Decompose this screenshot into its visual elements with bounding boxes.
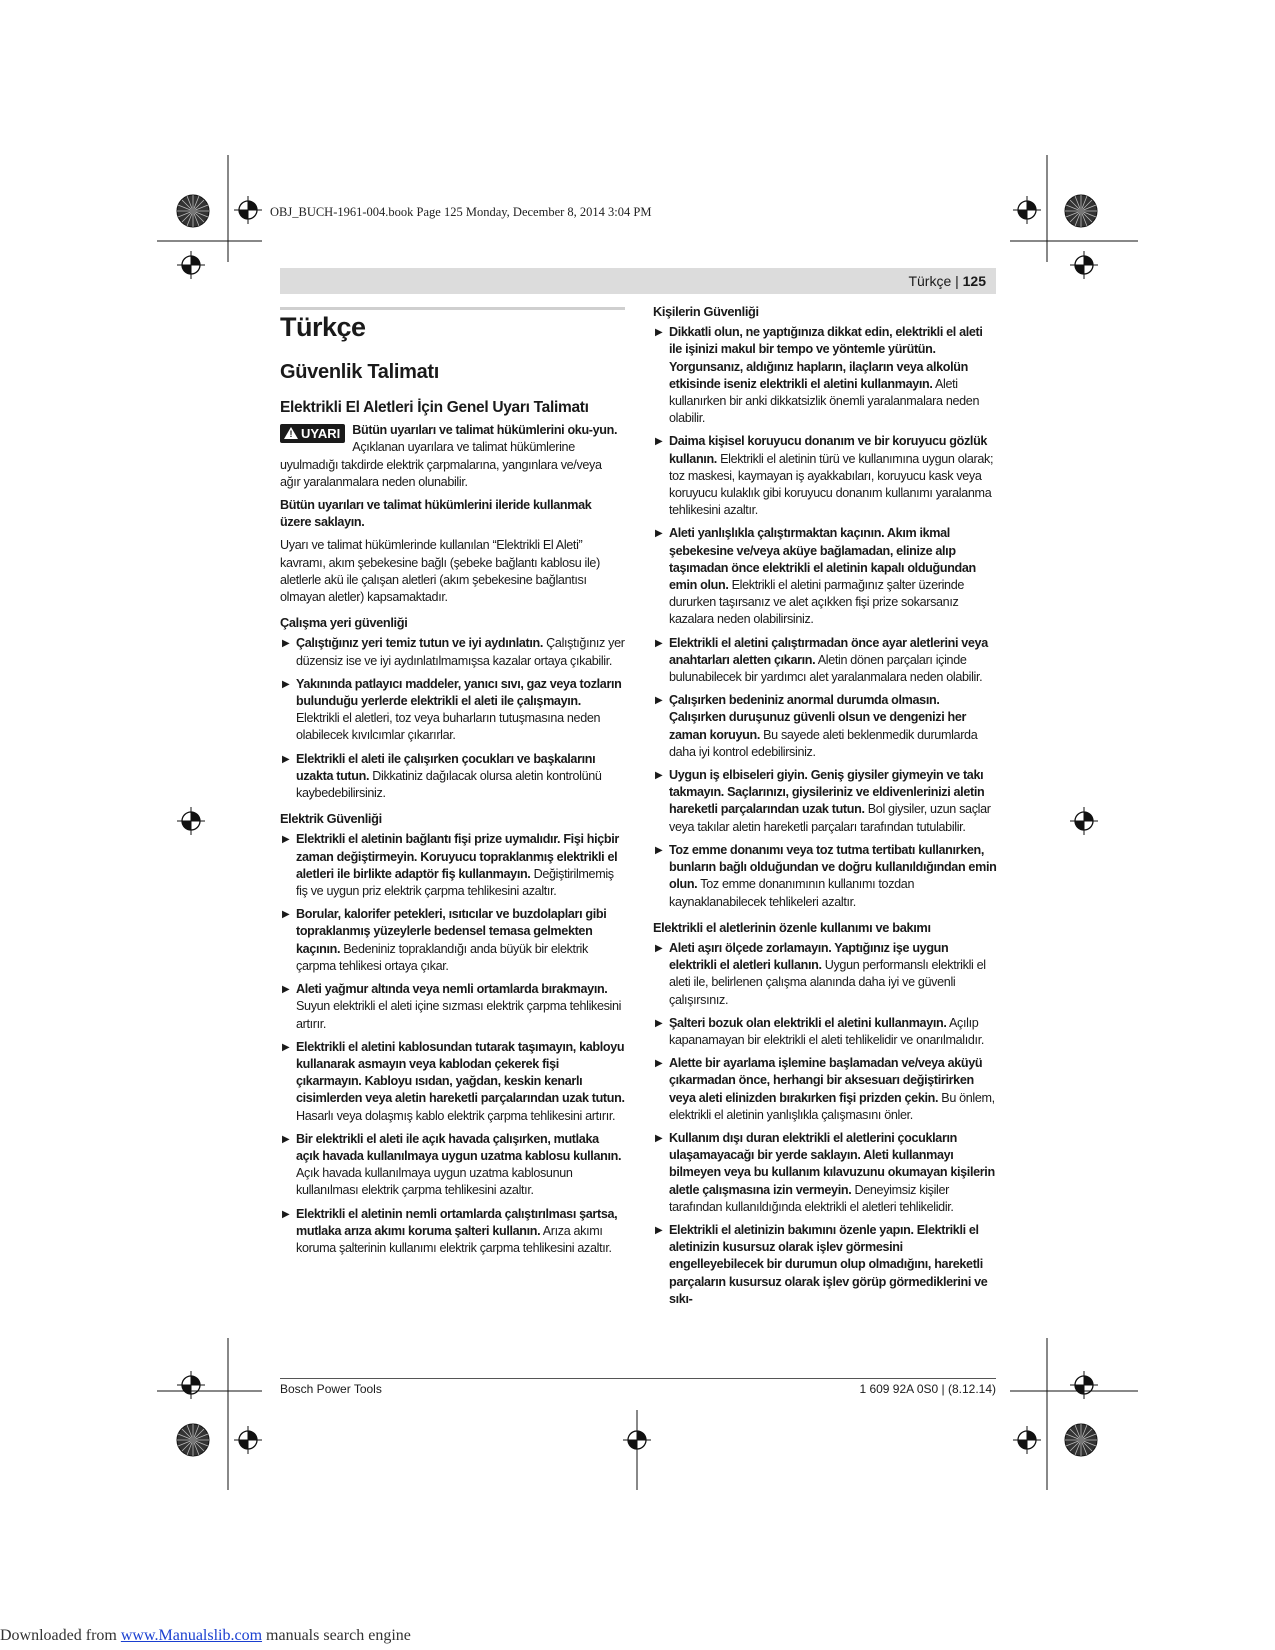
item-bold: Elektrikli el aletinin bağlantı fişi prize uymalıdır. Fişi hiçbir zaman değiştirmeyin. Koruyucu topraklanmış elektrikli el aletleri ile birlikte adaptör fiş kullanmayın. — [296, 832, 619, 881]
bullet-arrow-icon: ▶ — [282, 1133, 290, 1145]
bullet-arrow-icon: ▶ — [655, 436, 663, 448]
manualslib-link[interactable]: www.Manualslib.com — [120, 1627, 263, 1644]
item-text: Toz emme donanımının kullanımı tozdan kaynaklanabilecek tehlikeleri azaltır. — [669, 877, 915, 909]
list-item — [280, 981, 625, 1033]
item-bold: Şalteri bozuk olan elektrikli el aletini kullanmayın. — [669, 1015, 947, 1030]
item-text: Açık havada kullanılmaya uygun uzatma kablosunun kullanılması elektrik çarpma tehlikesini azaltır. — [296, 1166, 573, 1198]
item-bold: Yakınında patlayıcı maddeler, yanıcı sıvı, gaz veya tozların bulunduğu yerlerde elektrikli el aleti ile çalışmayın. — [296, 676, 622, 709]
warning-bold: Bütün uyarıları ve talimat hükümlerini oku-yun. — [352, 423, 618, 438]
bullet-arrow-icon: ▶ — [655, 637, 663, 649]
bullet-arrow-icon: ▶ — [655, 770, 663, 782]
item-bold: Kullanım dışı duran elektrikli el aletlerini çocukların ulaşamayacağı bir yerde saklayın. Aleti kullanmayı bilmeyen veya bu kullanım kılavuzunu okumayan kişilerin aletle çalışmasına izin vermeyin. — [669, 1130, 995, 1197]
list-item — [653, 767, 998, 836]
page-title: Türkçe — [280, 312, 366, 342]
item-bold: Alette bir ayarlama işlemine başlamadan ve/veya aküyü çıkarmadan önce, herhangi bir aksesuarı değiştirirken veya aleti elinizden bırakırken fişi prizden çekin. — [669, 1056, 983, 1105]
bullet-arrow-icon: ▶ — [655, 528, 663, 540]
electrical-list — [280, 831, 625, 1257]
item-text: Uygun performanslı elektrikli el aleti ile, belirlenen çalışma alanında daha iyi ve güvenli çalışırsınız. — [669, 958, 986, 1007]
work-area-list — [280, 635, 625, 802]
bullet-arrow-icon: ▶ — [655, 1058, 663, 1070]
list-item — [280, 1206, 625, 1258]
item-bold: Aleti yanlışlıkla çalıştırmaktan kaçının. Akım ikmal şebekesine ve/veya aküye bağlamadan, elinize alıp taşımadan önce elektrikli el aletinin kapalı olduğundan emin olun. — [669, 526, 976, 593]
item-text: Elektrikli el aletinin türü ve kullanımına uygun olarak; toz maskesi, kaymayan iş ayakkabıları, koruyucu kask veya koruyucu kulaklık gibi koruyucu donanım kullanımı yaralanma tehlikesini azaltır. — [669, 451, 994, 518]
list-item — [280, 635, 625, 669]
care-heading: Elektrikli el aletlerinin özenle kullanımı ve bakımı — [653, 919, 931, 935]
download-line — [0, 1627, 411, 1645]
item-text: Bedeniniz topraklandığı anda büyük bir elektrik çarpma tehlikesi ortaya çıkar. — [296, 941, 588, 973]
bullet-arrow-icon: ▶ — [655, 844, 663, 856]
item-text: Dikkatiniz dağılacak olursa aletin kontrolünü kaybedebilirsiniz. — [296, 768, 602, 801]
personal-list — [653, 324, 998, 911]
item-bold: Elektrikli el aleti ile çalışırken çocukları ve başkalarını uzakta tutun. — [296, 751, 596, 783]
item-text: Aleti kullanırken bir anki dikkatsizlik önemli yaralanmalara neden olabilir. — [669, 376, 980, 426]
bullet-arrow-icon: ▶ — [655, 1017, 663, 1029]
list-item — [280, 676, 625, 745]
care-list — [653, 940, 998, 1308]
list-item — [653, 525, 998, 628]
list-item — [653, 1222, 998, 1308]
page-header-label — [908, 273, 986, 289]
list-item — [653, 692, 998, 761]
item-text: Çalıştığınız yer düzensiz ise ve iyi aydınlatılmamışsa kazalar ortaya çıkabilir. — [296, 636, 625, 668]
download-suffix: manuals search engine — [262, 1627, 411, 1644]
list-item — [653, 324, 998, 427]
list-item — [280, 831, 625, 900]
item-bold: Daima kişisel koruyucu donanım ve bir koruyucu gözlük kullanın. — [669, 434, 988, 466]
page-number: 125 — [962, 273, 986, 289]
footer-brand: Bosch Power Tools — [280, 1382, 382, 1396]
item-bold: Elektrikli el aletini çalıştırmadan önce ayar aletlerini veya anahtarları aletten çıkarın. — [669, 635, 988, 667]
footer-docnumber: 1 609 92A 0S0 | (8.12.14) — [859, 1382, 996, 1396]
bullet-arrow-icon: ▶ — [282, 984, 290, 996]
personal-heading: Kişilerin Güvenliği — [653, 304, 759, 319]
right-column — [653, 303, 998, 1314]
list-item — [280, 751, 625, 803]
item-text: Elektrikli el aletini parmağınız şalter üzerinde dururken taşırsanız ve alet açıkken fişi prize sokarsanız kazalara neden olabilirsiniz. — [669, 578, 965, 627]
item-bold: Elektrikli el aletini kablosundan tutarak taşımayın, kabloyu kullanarak asmayın veya kablodan çekerek fişi çıkarmayın. Kabloyu ısıdan, yağdan, keskin kenarlı cisimlerden veya aletin hareketli parçalarından uzak tutun. — [296, 1039, 625, 1106]
item-bold: Toz emme donanımı veya toz tutma tertibatı kullanırken, bunların bağlı olduğundan ve doğru kullanıldığından emin olun. — [669, 842, 997, 892]
item-text: Hasarlı veya dolaşmış kablo elektrik çarpma tehlikesini artırır. — [296, 1108, 616, 1123]
bullet-arrow-icon: ▶ — [282, 678, 290, 690]
item-bold: Aleti aşırı ölçede zorlamayın. Yaptığınız işe uygun elektrikli el aletleri kullanın. — [669, 940, 949, 973]
list-item — [653, 940, 998, 1009]
item-text: Deneyimsiz kişiler tarafından kullanıldığında elektrikli el aletleri tehlikelidir. — [669, 1182, 954, 1214]
page-header-bar — [280, 268, 996, 294]
bullet-arrow-icon: ▶ — [282, 909, 290, 921]
item-text: Arıza akımı koruma şalterinin kullanımı elektrik çarpma tehlikesini azaltır. — [296, 1223, 612, 1255]
list-item — [653, 1130, 998, 1216]
item-bold: Bir elektrikli el aleti ile açık havada çalışırken, mutlaka açık havada kullanılmaya uygun uzatma kablosu kullanın. — [296, 1131, 622, 1163]
item-bold: Elektrikli el aletinin nemli ortamlarda çalıştırılması şartsa, mutlaka arıza akımı koruma şalteri kullanın. — [296, 1206, 618, 1238]
definition-text: Uyarı ve talimat hükümlerinde kullanılan “Elektrikli El Aleti” kavramı, akım şebekesine bağlı (şebeke bağlantı kablosu ile) aletlerle akü ile çalışan aletleri (akım şebekesine bağlantısı olmayan aletler) kapsamaktadır. — [280, 538, 600, 605]
list-item — [280, 906, 625, 975]
item-bold: Çalıştığınız yeri temiz tutun ve iyi aydınlatın. — [296, 636, 544, 651]
list-item — [653, 1015, 998, 1049]
item-bold: Borular, kalorifer petekleri, ısıtıcılar ve buzdolapları gibi topraklanmış yüzeylerle bedensel temasa gelmekten kaçının. — [296, 907, 607, 956]
bullet-arrow-icon: ▶ — [655, 695, 663, 707]
section-title: Güvenlik Talimatı — [280, 361, 440, 383]
left-column — [280, 399, 625, 1263]
item-bold: Aleti yağmur altında veya nemli ortamlarda bırakmayın. — [296, 982, 608, 997]
item-text: Değiştirilmemiş fiş ve uygun priz elektrik çarpma tehlikesini azaltır. — [296, 866, 614, 899]
item-text: Bol giysiler, uzun saçlar veya takılar aletin hareketli parçaları tarafından tutulabilir. — [669, 802, 991, 834]
item-text: Aletin dönen parçaları içinde bulunabilecek bir yardımcı alet yaralanmalara neden olabilir. — [669, 652, 983, 685]
item-text: Elektrikli el aletleri, toz veya buharların tutuşmasına neden olabilecek kıvılcımlar çıkarırlar. — [296, 711, 601, 743]
item-bold: Uygun iş elbiseleri giyin. Geniş giysiler giymeyin ve takı takmayın. Saçlarınızı, giysileriniz ve eldivenlerinizi aletin hareketli parçalarından uzak tutun. — [669, 768, 985, 817]
book-info-line: OBJ_BUCH-1961-004.book Page 125 Monday, December 8, 2014 3:04 PM — [270, 205, 652, 219]
bullet-arrow-icon: ▶ — [282, 834, 290, 846]
list-item — [280, 1131, 625, 1200]
keep-instructions: Bütün uyarıları ve talimat hükümlerini ileride kullanmak üzere saklayın. — [280, 498, 592, 530]
item-bold: Çalışırken bedeniniz anormal durumda olmasın. Çalışırken duruşunuz güvenli olsun ve dengenizi her zaman koruyun. — [669, 693, 967, 742]
list-item — [653, 1055, 998, 1124]
warning-badge — [280, 424, 345, 443]
item-bold: Elektrikli el aletinizin bakımını özenle yapın. Elektrikli el aletinizin kusursuz olarak işlev görmesini engelleyebilecek bir durumun olup olmadığını, hareketli parçaların kusursuz olarak işlev görüp görmediklerini ve sıkı- — [669, 1222, 988, 1306]
bullet-arrow-icon: ▶ — [282, 1208, 290, 1220]
section-name: Türkçe | — [908, 273, 959, 289]
title-rule — [280, 307, 625, 310]
list-item — [653, 433, 998, 519]
electrical-heading: Elektrik Güvenliği — [280, 811, 382, 827]
item-text: Açılıp kapanamayan bir elektrikli el aleti tehlikelidir ve onarılmalıdır. — [669, 1015, 984, 1047]
item-bold: Dikkatli olun, ne yaptığınıza dikkat edin, elektrikli el aleti ile işinizi makul bir tempo ve yöntemle yürütün. Yorgunsanız, aldığınız hapların, ilaçların veya alkolün etkisinde iseniz elektrikli el aletini kullanmayın. — [669, 325, 983, 391]
general-heading: Elektrikli El Aletleri İçin Genel Uyarı Talimatı — [280, 399, 589, 416]
list-item — [653, 842, 998, 911]
warning-triangle-icon: ! — [284, 427, 298, 439]
warning-text: Açıklanan uyarılara ve talimat hükümlerine uyulmadığı takdirde elektrik çarpmalarına, yangınlara ve/veya ağır yaralanmalara neden olunabilir. — [280, 440, 602, 489]
bullet-arrow-icon: ▶ — [655, 1224, 663, 1236]
footer-rule — [280, 1378, 996, 1379]
item-text: Bu sayede aleti beklenmedik durumlarda daha iyi kontrol edebilirsiniz. — [669, 727, 978, 759]
warning-paragraph — [280, 422, 625, 491]
work-area-heading: Çalışma yeri güvenliği — [280, 615, 408, 631]
item-text: Suyun elektrikli el aleti içine sızması elektrik çarpma tehlikesini artırır. — [296, 999, 622, 1031]
bullet-arrow-icon: ▶ — [282, 753, 290, 765]
list-item — [653, 635, 998, 687]
download-prefix: Downloaded from — [0, 1627, 121, 1644]
item-text: Bu önlem, elektrikli el aletinin yanlışlıkla çalışmasını önler. — [669, 1090, 995, 1122]
bullet-arrow-icon: ▶ — [655, 1132, 663, 1144]
bullet-arrow-icon: ▶ — [282, 1041, 290, 1053]
list-item — [280, 1039, 625, 1125]
bullet-arrow-icon: ▶ — [655, 327, 663, 339]
bullet-arrow-icon: ▶ — [282, 638, 290, 650]
bullet-arrow-icon: ▶ — [655, 942, 663, 954]
warning-label: UYARI — [301, 426, 341, 442]
